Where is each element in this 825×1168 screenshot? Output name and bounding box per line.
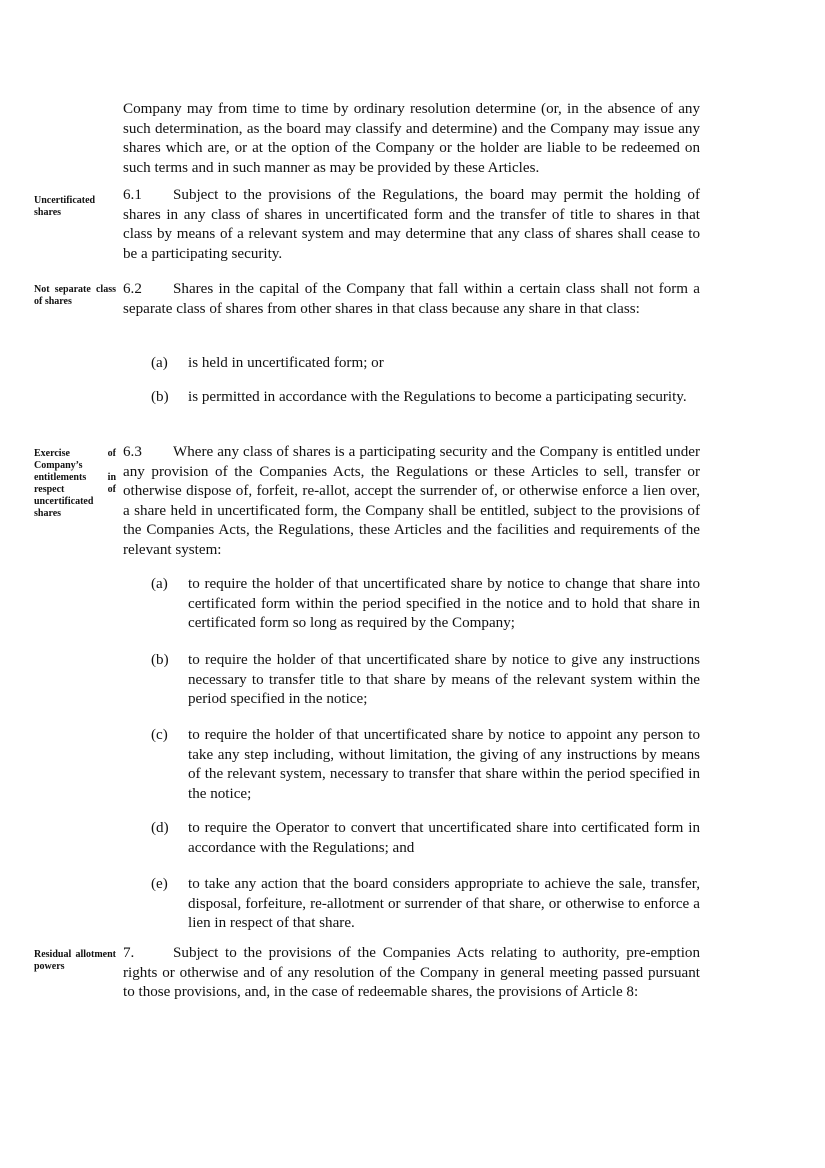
list-item-text: to take any action that the board considers appropriate to achieve the sale, transfer, disposal, forfeiture, re-allotment or surrender of that share, or otherwise to enforce a lien in respect of that share. [188, 876, 700, 932]
clause-text: Where any class of shares is a participating security and the Company is entitled under any provision of the Companies Acts, the Regulations or these Articles to sell, transfer or otherwise dispose of, forfeit, re-allot, accept the surrender of, or otherwise enforce a lien over, a share held in uncertificated form, the Company shall be entitled, subject to the provisions of the Companies Acts, the Regulations, these Articles and the facilities and requirements of the relevant system: [123, 444, 700, 558]
clause-number: 6.1 [123, 187, 142, 203]
list-item-text: to require the holder of that uncertificated share by notice to give any instructions necessary to transfer title to that share by means of the relevant system within the period specified in the notice; [188, 652, 700, 708]
margin-note-exercise-entitlements: Exercise of Company’s entitlements in respect of uncertificated shares [34, 448, 116, 519]
list-item-text: is permitted in accordance with the Regulations to become a participating security. [188, 389, 687, 405]
list-item-label: (b) [151, 389, 169, 405]
clause-number: 6.2 [123, 281, 142, 297]
margin-note-residual-allotment: Residual allotment powers [34, 949, 116, 972]
clause-6-3 [123, 443, 700, 561]
clause-text: Subject to the provisions of the Regulations, the board may permit the holding of shares in any class of shares in uncertificated form and the transfer of title to shares in that class by means of a relevant system and may determine that any class of shares shall cease to be a participating security. [123, 187, 700, 262]
list-item-label: (c) [151, 727, 168, 743]
clause-text: Shares in the capital of the Company that fall within a certain class shall not form a separate class of shares from other shares in that class because any share in that class: [123, 281, 700, 317]
margin-note-not-separate-class: Not separate class of shares [34, 284, 116, 307]
list-item-label: (a) [151, 355, 168, 371]
margin-note-uncertificated-shares: Uncertificated shares [34, 195, 96, 218]
list-item-label: (b) [151, 652, 169, 668]
list-item-label: (a) [151, 576, 168, 592]
clause-7 [123, 944, 700, 1003]
list-item-label: (d) [151, 820, 169, 836]
list-item-text: is held in uncertificated form; or [188, 355, 384, 371]
clause-text: Subject to the provisions of the Companies Acts relating to authority, pre-emption rights or otherwise and of any resolution of the Company in general meeting passed pursuant to those provisions, and, in the case of redeemable shares, the provisions of Article 8: [123, 945, 700, 1001]
clause-6-2 [123, 280, 700, 319]
list-item-text: to require the holder of that uncertificated share by notice to change that share into certificated form within the period specified in the notice and to hold that share in certificated form so long as required by the Company; [188, 576, 700, 632]
clause-number: 7. [123, 945, 135, 961]
clause-6-1 [123, 186, 700, 264]
list-item-label: (e) [151, 876, 168, 892]
clause-number: 6.3 [123, 444, 142, 460]
list-item-text: to require the holder of that uncertificated share by notice to appoint any person to take any step including, without limitation, the giving of any instructions by means of the relevant system, necessary to transfer that share within the period specified in the notice; [188, 727, 700, 802]
continuation-paragraph: Company may from time to time by ordinary resolution determine (or, in the absence of any such determination, as the board may classify and determine) and the Company may issue any shares which are, or at the option of the Company or the holder are liable to be redeemed on such terms and in such manner as may be provided by these Articles. [123, 101, 700, 176]
list-item-text: to require the Operator to convert that uncertificated share into certificated form in accordance with the Regulations; and [188, 820, 700, 856]
